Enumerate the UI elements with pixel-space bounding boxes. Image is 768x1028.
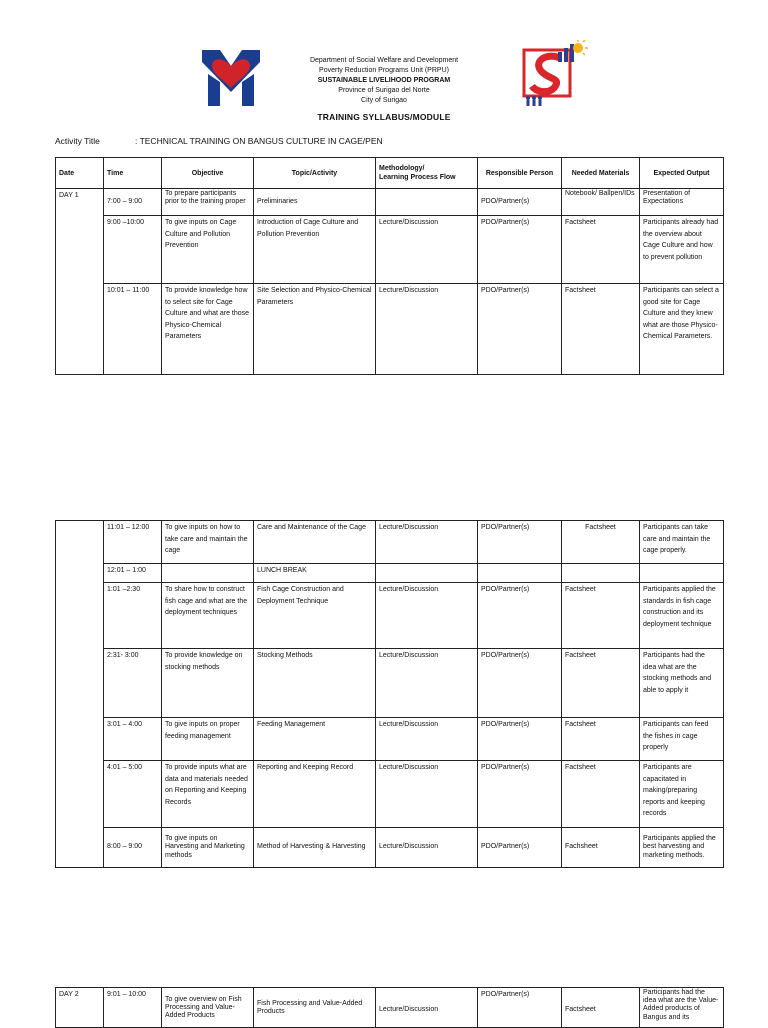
objective-cell: To share how to construct fish cage and what are the deployment techniques <box>162 583 254 649</box>
table-row <box>56 649 724 718</box>
time-cell: 4:01 – 5:00 <box>104 761 162 828</box>
output-cell: Participants already had the overview about Cage Culture and how to prevent pollution <box>640 216 724 284</box>
materials-cell: Fachsheet <box>562 828 640 868</box>
output-cell: Presentation of Expectations <box>640 189 724 216</box>
objective-cell <box>162 564 254 583</box>
materials-cell: Factsheet <box>562 988 640 1028</box>
responsible-cell: PDO/Partner(s) <box>478 828 562 868</box>
topic-cell: Reporting and Keeping Record <box>254 761 376 828</box>
materials-cell: Factsheet <box>562 761 640 828</box>
topic-cell: Feeding Management <box>254 718 376 761</box>
day-cell <box>56 521 104 868</box>
table-row <box>56 583 724 649</box>
responsible-cell: PDO/Partner(s) <box>478 718 562 761</box>
table-row <box>56 988 724 1028</box>
table-row <box>56 189 724 216</box>
header-responsible: Responsible Person <box>478 158 562 189</box>
materials-cell: Factsheet <box>562 718 640 761</box>
time-cell: 1:01 –2:30 <box>104 583 162 649</box>
activity-value: : TECHNICAL TRAINING ON BANGUS CULTURE IN CAGE/PEN <box>135 136 383 146</box>
materials-cell: Factsheet <box>562 583 640 649</box>
activity-label: Activity Title <box>55 136 100 146</box>
time-cell: 10:01 – 11:00 <box>104 284 162 375</box>
header-topic: Topic/Activity <box>254 158 376 189</box>
header-time: Time <box>104 158 162 189</box>
table-row <box>56 521 724 564</box>
objective-cell: To give overview on Fish Processing and Value-Added Products <box>162 988 254 1028</box>
table-row <box>56 284 724 375</box>
topic-cell: Stocking Methods <box>254 649 376 718</box>
org-program: SUSTAINABLE LIVELIHOOD PROGRAM <box>317 77 451 84</box>
day-cell: DAY 2 <box>56 988 104 1028</box>
time-cell: 2:31- 3:00 <box>104 649 162 718</box>
table-row <box>56 761 724 828</box>
table-row <box>56 718 724 761</box>
method-cell <box>376 189 478 216</box>
table-row <box>56 564 724 583</box>
org-city: City of Surigao <box>361 97 407 104</box>
header-date: Date <box>56 158 104 189</box>
method-cell: Lecture/Discussion <box>376 284 478 375</box>
output-cell: Participants can feed the fishes in cage properly <box>640 718 724 761</box>
header-methodology-line1: Methodology/ <box>379 165 425 172</box>
dswd-logo <box>198 44 264 108</box>
time-cell: 9:01 – 10:00 <box>104 988 162 1028</box>
responsible-cell: PDO/Partner(s) <box>478 284 562 375</box>
objective-cell: To prepare participants prior to the training proper <box>162 189 254 216</box>
header-output: Expected Output <box>640 158 724 189</box>
organization-block <box>270 56 498 106</box>
materials-cell: Factsheet <box>562 284 640 375</box>
materials-cell <box>562 564 640 583</box>
table-header-row <box>56 158 724 189</box>
method-cell: Lecture/Discussion <box>376 718 478 761</box>
objective-cell: To give inputs on Harvesting and Marketing methods <box>162 828 254 868</box>
method-cell: Lecture/Discussion <box>376 761 478 828</box>
output-cell: Participants had the idea what are the Value-Added products of Bangus and its <box>640 988 724 1028</box>
header-objective: Objective <box>162 158 254 189</box>
method-cell: Lecture/Discussion <box>376 828 478 868</box>
topic-cell: Site Selection and Physico-Chemical Parameters <box>254 284 376 375</box>
objective-cell: To give inputs on how to take care and maintain the cage <box>162 521 254 564</box>
output-cell <box>640 564 724 583</box>
table-row <box>56 216 724 284</box>
day-cell: DAY 1 <box>56 189 104 375</box>
output-cell: Participants are capacitated in making/preparing reports and keeping records <box>640 761 724 828</box>
materials-cell: Factsheet <box>562 216 640 284</box>
time-cell: 12:01 – 1:00 <box>104 564 162 583</box>
activity-title-line <box>55 136 383 146</box>
method-cell: Lecture/Discussion <box>376 583 478 649</box>
responsible-cell: PDO/Partner(s) <box>478 189 562 216</box>
slp-logo <box>520 40 590 108</box>
time-cell: 8:00 – 9:00 <box>104 828 162 868</box>
responsible-cell <box>478 564 562 583</box>
objective-cell: To give inputs on Cage Culture and Pollution Prevention <box>162 216 254 284</box>
output-cell: Participants had the idea what are the stocking methods and able to apply it <box>640 649 724 718</box>
header-methodology-line2: Learning Process Flow <box>379 174 456 181</box>
topic-cell: LUNCH BREAK <box>254 564 376 583</box>
time-cell: 3:01 – 4:00 <box>104 718 162 761</box>
topic-cell: Method of Harvesting & Harvesting <box>254 828 376 868</box>
method-cell <box>376 564 478 583</box>
topic-cell: Care and Maintenance of the Cage <box>254 521 376 564</box>
objective-cell: To provide knowledge on stocking methods <box>162 649 254 718</box>
org-unit: Poverty Reduction Programs Unit (PRPU) <box>319 67 449 74</box>
topic-cell: Introduction of Cage Culture and Pollution Prevention <box>254 216 376 284</box>
materials-cell: Notebook/ Ballpen/IDs <box>562 189 640 216</box>
responsible-cell: PDO/Partner(s) <box>478 583 562 649</box>
output-cell: Participants can select a good site for Cage Culture and they knew what are those Physico-Chemical Parameters. <box>640 284 724 375</box>
materials-cell: Factsheet <box>562 521 640 564</box>
syllabus-table-page1 <box>55 157 724 375</box>
time-cell: 9:00 –10:00 <box>104 216 162 284</box>
topic-cell: Preliminaries <box>254 189 376 216</box>
table-row <box>56 828 724 868</box>
method-cell: Lecture/Discussion <box>376 988 478 1028</box>
topic-cell: Fish Cage Construction and Deployment Technique <box>254 583 376 649</box>
header-methodology <box>376 158 478 189</box>
syllabus-table-page3 <box>55 987 724 1028</box>
time-cell: 7:00 – 9:00 <box>104 189 162 216</box>
output-cell: Participants can take care and maintain the cage properly. <box>640 521 724 564</box>
responsible-cell: PDO/Partner(s) <box>478 988 562 1028</box>
header-materials: Needed Materials <box>562 158 640 189</box>
output-cell: Participants applied the best harvesting and marketing methods. <box>640 828 724 868</box>
module-title: TRAINING SYLLABUS/MODULE <box>317 112 451 122</box>
objective-cell: To give inputs on proper feeding management <box>162 718 254 761</box>
responsible-cell: PDO/Partner(s) <box>478 649 562 718</box>
syllabus-table-page2 <box>55 520 724 868</box>
method-cell: Lecture/Discussion <box>376 216 478 284</box>
topic-cell: Fish Processing and Value-Added Products <box>254 988 376 1028</box>
output-cell: Participants applied the standards in fish cage construction and its deployment technique <box>640 583 724 649</box>
method-cell: Lecture/Discussion <box>376 521 478 564</box>
org-department: Department of Social Welfare and Development <box>309 57 459 64</box>
responsible-cell: PDO/Partner(s) <box>478 761 562 828</box>
objective-cell: To provide knowledge how to select site for Cage Culture and what are those Physico-Chemical Parameters <box>162 284 254 375</box>
materials-cell: Factsheet <box>562 649 640 718</box>
responsible-cell: PDO/Partner(s) <box>478 521 562 564</box>
objective-cell: To provide inputs what are data and materials needed on Reporting and Keeping Records <box>162 761 254 828</box>
letterhead <box>0 40 768 110</box>
time-cell: 11:01 – 12:00 <box>104 521 162 564</box>
responsible-cell: PDO/Partner(s) <box>478 216 562 284</box>
org-province: Province of Surigao del Norte <box>338 87 430 94</box>
method-cell: Lecture/Discussion <box>376 649 478 718</box>
